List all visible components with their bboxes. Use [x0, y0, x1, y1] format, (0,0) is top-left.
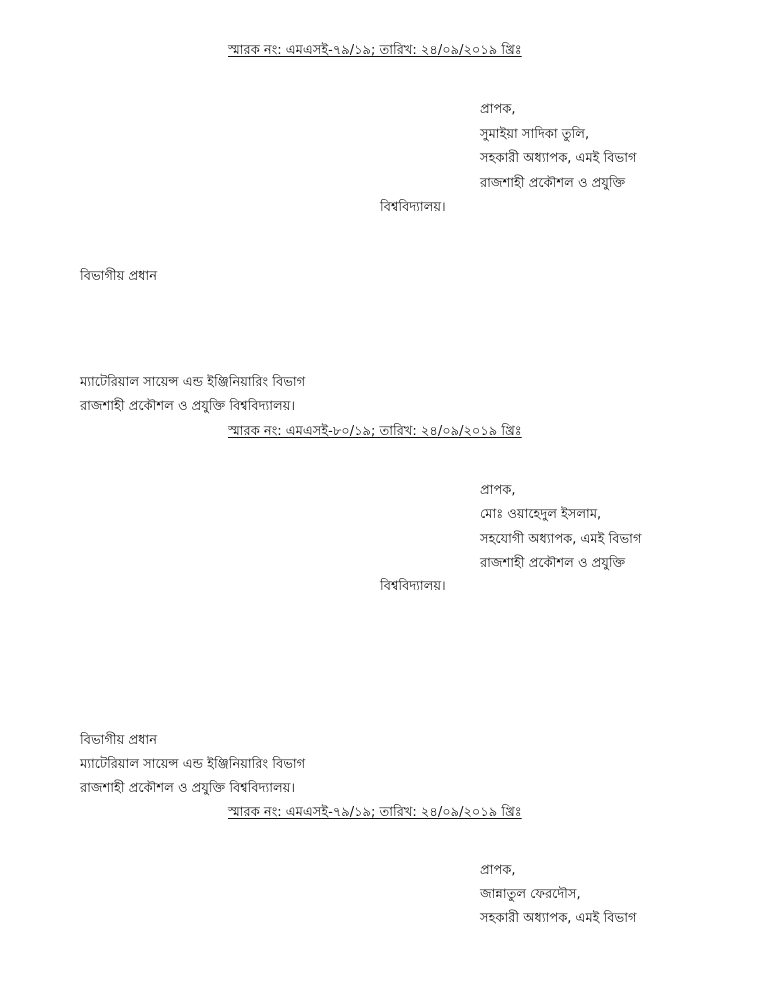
recipient-designation-3: সহকারী অধ্যাপক, এমই বিভাগ	[480, 911, 637, 926]
recipient-designation-2: সহযোগী অধ্যাপক, এমই বিভাগ	[480, 532, 642, 547]
recipient-heading-2: প্রাপক,	[480, 483, 516, 498]
signature-university-1: রাজশাহী প্রকৌশল ও প্রযুক্তি বিশ্ববিদ্যালয়।	[80, 399, 296, 414]
recipient-institution-2b: বিশ্ববিদ্যালয়।	[380, 579, 446, 594]
memo-reference-3: স্মারক নং: এমএসই-৭৯/১৯; তারিখ: ২৪/০৯/২০১৯ খ্রিঃ	[228, 805, 522, 820]
signature-title-1: বিভাগীয় প্রধান	[80, 269, 157, 284]
recipient-name-3: জান্নাতুল ফেরদৌস,	[480, 887, 581, 902]
memo-reference-1: স্মারক নং: এমএসই-৭৯/১৯; তারিখ: ২৪/০৯/২০১৯ খ্রিঃ	[228, 43, 522, 58]
recipient-name-1: সুমাইয়া সাদিকা তুলি,	[480, 127, 590, 142]
recipient-name-2: মোঃ ওয়াহেদুল ইসলাম,	[480, 507, 602, 522]
signature-title-2: বিভাগীয় প্রধান	[80, 733, 157, 748]
recipient-institution-1a: রাজশাহী প্রকৌশল ও প্রযুক্তি	[480, 176, 626, 191]
memo-reference-2: স্মারক নং: এমএসই-৮০/১৯; তারিখ: ২৪/০৯/২০১৯ খ্রিঃ	[228, 424, 522, 439]
signature-university-2: রাজশাহী প্রকৌশল ও প্রযুক্তি বিশ্ববিদ্যালয়।	[80, 781, 296, 796]
signature-department-1: ম্যাটেরিয়াল সায়েন্স এন্ড ইঞ্জিনিয়ারিং বিভাগ	[80, 375, 306, 390]
recipient-institution-1b: বিশ্ববিদ্যালয়।	[380, 200, 446, 215]
recipient-heading-1: প্রাপক,	[480, 102, 516, 117]
signature-department-2: ম্যাটেরিয়াল সায়েন্স এন্ড ইঞ্জিনিয়ারিং বিভাগ	[80, 757, 306, 772]
recipient-designation-1: সহকারী অধ্যাপক, এমই বিভাগ	[480, 151, 637, 166]
recipient-heading-3: প্রাপক,	[480, 863, 516, 878]
recipient-institution-2a: রাজশাহী প্রকৌশল ও প্রযুক্তি	[480, 556, 626, 571]
